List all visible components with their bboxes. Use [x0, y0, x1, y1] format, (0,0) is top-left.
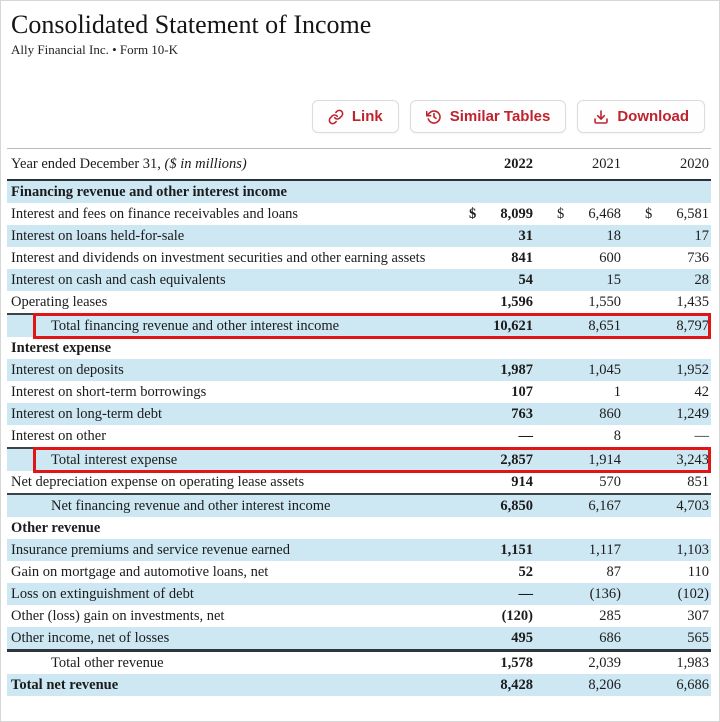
value-cell: 6,581 — [676, 206, 709, 222]
row-label: Insurance premiums and service revenue earned — [11, 542, 290, 558]
value-cell: 8,797 — [676, 318, 709, 334]
row-label: Other revenue — [11, 520, 101, 536]
value-cell: 107 — [511, 384, 533, 400]
value-cell: 686 — [599, 630, 621, 646]
currency-cell: $ — [557, 206, 565, 222]
download-button[interactable] — [577, 100, 705, 133]
table-row[interactable] — [7, 359, 711, 381]
table-row[interactable] — [7, 203, 711, 225]
row-label: Interest expense — [11, 340, 112, 356]
value-cell: 914 — [511, 474, 533, 490]
value-cell: 1,103 — [676, 542, 709, 558]
table-row[interactable] — [7, 539, 711, 561]
row-label: Interest on long-term debt — [11, 406, 162, 422]
download-button-label: Download — [617, 108, 689, 125]
value-cell: (120) — [501, 608, 533, 624]
value-cell: 736 — [687, 250, 709, 266]
history-icon — [426, 109, 442, 125]
row-label: Interest on short-term borrowings — [11, 384, 207, 400]
table-caption-cell — [7, 154, 447, 174]
value-cell: 15 — [606, 272, 621, 288]
value-cell: 8,428 — [500, 677, 533, 693]
row-label: Financing revenue and other interest income — [11, 184, 287, 200]
value-cell: 8 — [613, 428, 621, 444]
value-cell: 2,039 — [588, 655, 621, 671]
section-row[interactable] — [7, 337, 711, 359]
value-cell: 6,686 — [676, 677, 709, 693]
value-cell: 8,099 — [500, 206, 533, 222]
table-row[interactable] — [7, 583, 711, 605]
value-cell: 1,550 — [588, 294, 621, 310]
currency-cell: $ — [469, 206, 477, 222]
value-cell: 1,914 — [588, 452, 621, 468]
table-row[interactable] — [7, 269, 711, 291]
value-cell: 1,117 — [588, 542, 621, 558]
table-row[interactable] — [7, 674, 711, 696]
link-button[interactable] — [312, 100, 399, 133]
value-cell: 860 — [599, 406, 621, 422]
value-cell: 851 — [687, 474, 709, 490]
row-label: Interest on deposits — [11, 362, 124, 378]
value-cell: — — [518, 428, 533, 444]
value-cell: (102) — [677, 586, 709, 602]
value-cell: 52 — [518, 564, 533, 580]
row-label: Interest and fees on finance receivables and loans — [11, 206, 299, 222]
value-cell: 1,045 — [588, 362, 621, 378]
value-cell: 565 — [687, 630, 709, 646]
value-cell: 841 — [511, 250, 533, 266]
value-cell: 42 — [694, 384, 709, 400]
row-label: Loss on extinguishment of debt — [11, 586, 194, 602]
value-cell: 2,857 — [500, 452, 533, 468]
table-caption-note: ($ in millions) — [164, 156, 247, 172]
value-cell: 1,983 — [676, 655, 709, 671]
value-cell: 8,651 — [588, 318, 621, 334]
row-label: Other (loss) gain on investments, net — [11, 608, 225, 624]
currency-cell: $ — [645, 206, 653, 222]
value-cell: 1 — [613, 384, 621, 400]
row-label: Interest on cash and cash equivalents — [11, 272, 226, 288]
row-label: Gain on mortgage and automotive loans, net — [11, 564, 269, 580]
table-row[interactable] — [7, 247, 711, 269]
table-row[interactable] — [7, 561, 711, 583]
table-row[interactable] — [7, 493, 711, 517]
toolbar — [1, 100, 705, 133]
table-row[interactable] — [7, 627, 711, 649]
similar-tables-button-label: Similar Tables — [449, 108, 551, 125]
row-label: Total other revenue — [51, 655, 164, 671]
row-label: Total interest expense — [51, 452, 178, 468]
table-row[interactable] — [7, 605, 711, 627]
value-cell: 307 — [687, 608, 709, 624]
value-cell: 1,596 — [500, 294, 533, 310]
value-cell: 1,578 — [500, 655, 533, 671]
value-cell: 495 — [511, 630, 533, 646]
table-body — [7, 181, 711, 696]
value-cell: 87 — [606, 564, 621, 580]
value-cell: 110 — [687, 564, 709, 580]
row-label: Interest and dividends on investment securities and other earning assets — [11, 250, 426, 266]
table-row[interactable] — [7, 471, 711, 493]
row-label: Net depreciation expense on operating lease assets — [11, 474, 305, 490]
value-cell: 3,243 — [676, 452, 709, 468]
table-row[interactable] — [7, 649, 711, 674]
value-cell: 17 — [694, 228, 709, 244]
value-cell: 18 — [606, 228, 621, 244]
table-row[interactable] — [7, 313, 711, 337]
value-cell: 6,850 — [500, 498, 533, 514]
value-cell: 6,468 — [588, 206, 621, 222]
value-cell: 10,621 — [493, 318, 533, 334]
value-cell: 1,249 — [676, 406, 709, 422]
income-table — [7, 148, 711, 696]
value-cell: 6,167 — [588, 498, 621, 514]
value-cell: 570 — [599, 474, 621, 490]
value-cell: (136) — [589, 586, 621, 602]
value-cell: 1,952 — [676, 362, 709, 378]
table-header-row — [7, 148, 711, 181]
row-label: Total net revenue — [11, 677, 119, 693]
value-cell: 8,206 — [588, 677, 621, 693]
row-label: Total financing revenue and other interest income — [51, 318, 340, 334]
value-cell: — — [518, 586, 533, 602]
row-label: Operating leases — [11, 294, 108, 310]
row-label: Net financing revenue and other interest income — [51, 498, 331, 514]
value-cell: 31 — [518, 228, 533, 244]
table-row[interactable] — [7, 447, 711, 471]
link-icon — [328, 109, 344, 125]
page-title: Consolidated Statement of Income — [11, 10, 372, 39]
value-cell: 1,987 — [500, 362, 533, 378]
row-label: Other income, net of losses — [11, 630, 170, 646]
row-label: Interest on other — [11, 428, 107, 444]
value-cell: 54 — [518, 272, 533, 288]
value-cell: 600 — [599, 250, 621, 266]
table-row[interactable] — [7, 425, 711, 447]
value-cell: 285 — [599, 608, 621, 624]
section-row[interactable] — [7, 517, 711, 539]
value-cell: 4,703 — [676, 498, 709, 514]
table-row[interactable] — [7, 381, 711, 403]
similar-tables-button[interactable] — [410, 100, 567, 133]
value-cell: 1,435 — [676, 294, 709, 310]
page-subtitle: Ally Financial Inc. • Form 10-K — [11, 42, 179, 57]
value-cell: 763 — [511, 406, 533, 422]
value-cell: — — [694, 428, 709, 444]
link-button-label: Link — [351, 108, 383, 125]
value-cell: 1,151 — [500, 542, 533, 558]
value-cell: 28 — [694, 272, 709, 288]
section-row[interactable] — [7, 181, 711, 203]
table-caption: Year ended December 31, — [11, 156, 161, 172]
table-row[interactable] — [7, 225, 711, 247]
row-label: Interest on loans held-for-sale — [11, 228, 185, 244]
table-row[interactable] — [7, 291, 711, 313]
download-icon — [593, 109, 609, 125]
table-row[interactable] — [7, 403, 711, 425]
column-header-2020: 2020 — [680, 155, 709, 172]
column-header-2021: 2021 — [592, 155, 621, 172]
column-header-2022: 2022 — [504, 155, 533, 172]
